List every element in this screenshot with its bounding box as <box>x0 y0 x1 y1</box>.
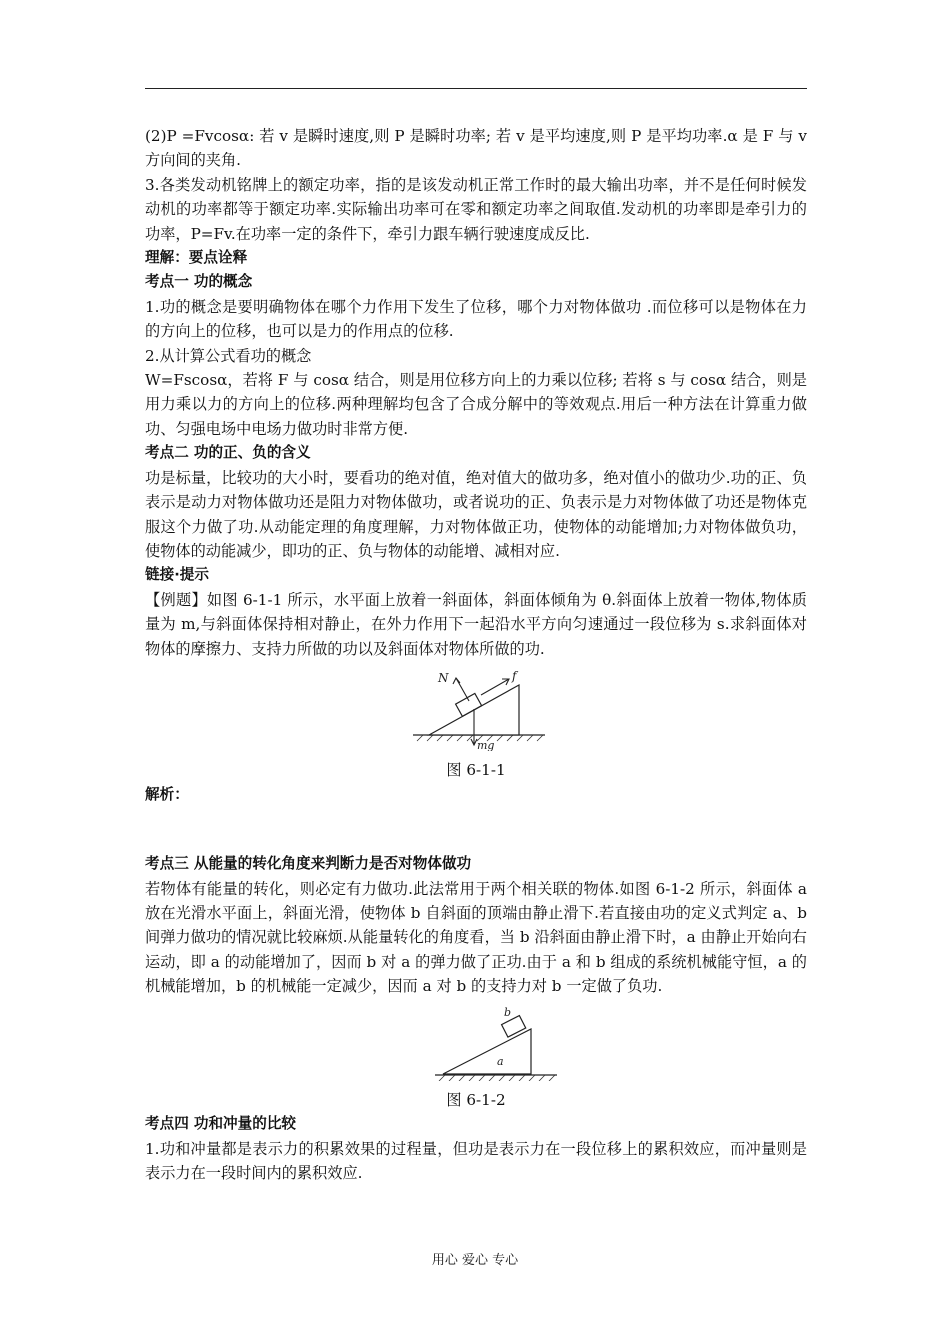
work-concept-paragraph-1: 1.功的概念是要明确物体在哪个力作用下发生了位移，哪个力对物体做功 .而位移可以是物体在力的方向上的位移，也可以是力的作用点的位移. <box>145 297 807 341</box>
header-rule <box>145 88 807 89</box>
analysis-heading: 解析： <box>145 785 189 803</box>
friction-force-label: f <box>512 668 517 683</box>
wedge-and-block-diagram <box>431 1007 561 1081</box>
point-one-heading: 考点一 功的概念 <box>145 273 253 291</box>
rated-power-paragraph: 3.各类发动机铭牌上的额定功率，指的是该发动机正常工作时的最大输出功率，并不是任何时候发动机的功率都等于额定功率.实际输出功率可在零和额定功率之间取值.发动机的功率即是牵引力的功率，P=Fv.在功率一定的条件下，牵引力跟车辆行驶速度成反比. <box>145 175 807 243</box>
energy-conversion-paragraph: 若物体有能量的转化，则必定有力做功.此法常用于两个相关联的物体.如图 6-1-2 所示，斜面体 a 放在光滑水平面上，斜面光滑，使物体 b 自斜面的顶端由静止滑下.若直接由功的定义式判定 a、b 间弹力做功的情况就比较麻烦.从能量转化的角度看，当 b 沿斜面由静止滑下时，a 由静止开始向右运动，即 a 的动能增加了，因而 b 对 a 的弹力做了正功.由于 a 和 b 组成的系统机械能守恒，a 的机械能增加，b 的机械能一定减少，因而 a 对 b 的支持力对 b 一定做了负功. <box>145 879 807 996</box>
point-four-heading: 考点四 功和冲量的比较 <box>145 1115 297 1133</box>
understanding-heading: 理解：要点诠释 <box>145 249 248 267</box>
figure-6-1-2 <box>145 1007 807 1088</box>
figure-6-1-1 <box>145 669 807 758</box>
normal-force-arrow <box>453 678 469 701</box>
normal-force-label: N <box>438 670 449 685</box>
work-concept-paragraph-2: 2.从计算公式看功的概念 <box>145 346 312 365</box>
figure-6-1-2-caption: 图 6-1-2 <box>446 1091 506 1109</box>
gravity-label: mg <box>477 738 495 751</box>
link-tip-heading: 链接·提示 <box>145 566 209 584</box>
point-two-heading: 考点二 功的正、负的含义 <box>145 444 311 462</box>
figure-6-1-1-caption: 图 6-1-1 <box>446 761 506 780</box>
page-footer: 用心 爱心 专心 <box>431 1253 519 1268</box>
work-impulse-paragraph: 1.功和冲量都是表示力的积累效果的过程量，但功是表示力在一段位移上的累积效应，而冲量则是表示力在一段时间内的累积效应. <box>145 1139 807 1183</box>
point-three-heading: 考点三 从能量的转化角度来判断力是否对物体做功 <box>145 855 472 873</box>
wedge-a-label: a <box>497 1054 504 1068</box>
block-b-label: b <box>504 1006 512 1019</box>
incline-with-block-diagram <box>411 669 571 751</box>
work-formula-paragraph: W=Fscosα，若将 F 与 cosα 结合，则是用位移方向上的力乘以位移; 若将 s 与 cosα 结合，则是用力乘以力的方向上的位移.两种理解均包含了合成分解中的等效观点.用后一种方法在计算重力做功、匀强电场中电场力做功时非常方便. <box>145 371 807 438</box>
example-paragraph: 【例题】如图 6-1-1 所示，水平面上放着一斜面体，斜面体倾角为 θ.斜面体上放着一物体,物体质量为 m,与斜面体保持相对静止，在外力作用下一起沿水平方向匀速通过一段位移为 s.求斜面体对物体的摩擦力、支持力所做的功以及斜面体对物体所做的功. <box>145 590 807 658</box>
power-formula-paragraph: (2)P =Fvcosα: 若 v 是瞬时速度,则 P 是瞬时功率; 若 v 是平均速度,则 P 是平均功率.α 是 F 与 v 方向间的夹角. <box>145 127 807 170</box>
sign-of-work-paragraph: 功是标量，比较功的大小时，要看功的绝对值，绝对值大的做功多，绝对值小的做功少.功的正、负表示是动力对物体做功还是阻力对物体做功，或者说功的正、负表示是力对物体做了功还是物体克服这个力做了功.从动能定理的角度理解，力对物体做正功，使物体的动能增加;力对物体做负功，使物体的动能减少，即功的正、负与物体的动能增、减相对应. <box>145 468 807 560</box>
document-body <box>145 124 807 1186</box>
wedge-a <box>443 1029 531 1074</box>
answer-blank-space <box>145 807 807 852</box>
